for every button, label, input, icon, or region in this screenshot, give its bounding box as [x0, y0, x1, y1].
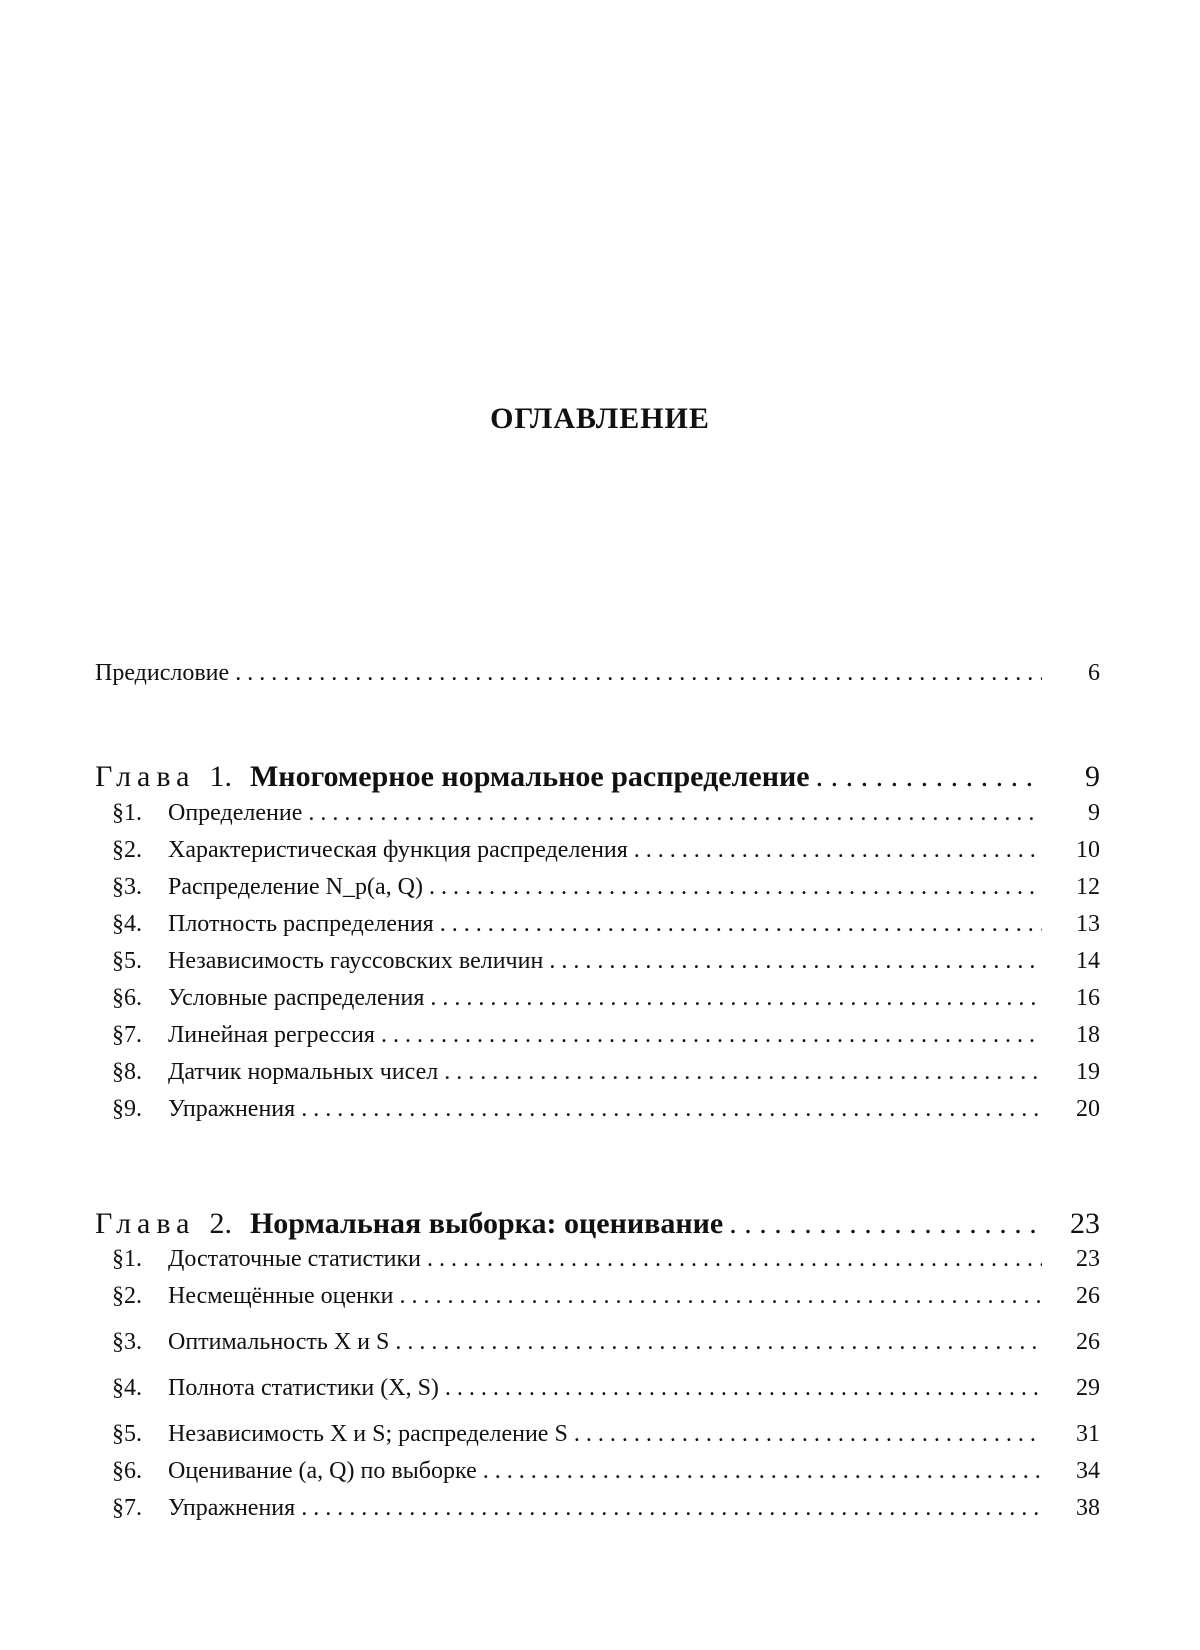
- section-label: Несмещённые оценки: [168, 1283, 394, 1309]
- toc-chapter-2[interactable]: [95, 1207, 1100, 1241]
- page-number: 10: [1076, 837, 1100, 863]
- chapter-title: Многомерное нормальное распределение: [249, 760, 810, 793]
- dot-leader: [549, 948, 1042, 975]
- toc-section[interactable]: [112, 985, 1100, 1012]
- toc-section[interactable]: [112, 1246, 1100, 1273]
- section-label: Условные распределения: [168, 985, 425, 1011]
- page-number: 13: [1076, 911, 1100, 937]
- dot-leader: [301, 1096, 1042, 1123]
- section-label: Характеристическая функция распределения: [168, 837, 628, 863]
- toc-section[interactable]: [112, 1421, 1100, 1448]
- dot-leader: [729, 1207, 1042, 1241]
- page-number: 26: [1076, 1329, 1100, 1355]
- chapter-prefix: Глава: [95, 760, 196, 793]
- section-label: Плотность распределения: [168, 911, 434, 937]
- section-label: Линейная регрессия: [168, 1022, 375, 1048]
- section-number: §2.: [112, 837, 142, 863]
- page-title: ОГЛАВЛЕНИЕ: [490, 402, 710, 435]
- toc-chapter-1[interactable]: [95, 760, 1100, 794]
- page-number: 29: [1076, 1375, 1100, 1401]
- dot-leader: [381, 1022, 1042, 1049]
- page-number: 31: [1076, 1421, 1100, 1447]
- section-number: §7.: [112, 1495, 142, 1521]
- section-label: Упражнения: [168, 1096, 296, 1122]
- section-label: Достаточные статистики: [168, 1246, 421, 1272]
- dot-leader: [427, 1246, 1042, 1273]
- page-number: 38: [1076, 1495, 1100, 1521]
- toc-section[interactable]: [112, 1495, 1100, 1522]
- section-label: Датчик нормальных чисел: [168, 1059, 439, 1085]
- page-number: 23: [1070, 1207, 1100, 1240]
- dot-leader: [429, 874, 1042, 901]
- toc-section[interactable]: [112, 911, 1100, 938]
- section-label: Независимость гауссовских величин: [168, 948, 544, 974]
- toc-section[interactable]: [112, 1283, 1100, 1310]
- section-number: §2.: [112, 1283, 142, 1309]
- dot-leader: [816, 760, 1042, 794]
- dot-leader: [483, 1458, 1042, 1485]
- dot-leader: [430, 985, 1042, 1012]
- section-number: §6.: [112, 985, 142, 1011]
- dot-leader: [444, 1059, 1042, 1086]
- section-number: §7.: [112, 1022, 142, 1048]
- toc-section[interactable]: [112, 800, 1100, 827]
- section-number: §1.: [112, 800, 142, 826]
- page-number: 12: [1076, 874, 1100, 900]
- chapter-prefix: Глава: [95, 1207, 196, 1240]
- section-label: Полнота статистики (X, S): [168, 1375, 439, 1401]
- preface-label: Предисловие: [95, 660, 230, 686]
- section-label: Оценивание (a, Q) по выборке: [168, 1458, 477, 1484]
- toc-section[interactable]: [112, 1329, 1100, 1356]
- page-number: 9: [1088, 800, 1100, 826]
- page-number: 23: [1076, 1246, 1100, 1272]
- section-label: Независимость X и S; распределение S: [168, 1421, 568, 1447]
- dot-leader: [395, 1329, 1042, 1356]
- dot-leader: [445, 1375, 1042, 1402]
- toc-section[interactable]: [112, 1458, 1100, 1485]
- section-label: Упражнения: [168, 1495, 296, 1521]
- page-number: 18: [1076, 1022, 1100, 1048]
- section-number: §5.: [112, 948, 142, 974]
- section-number: §9.: [112, 1096, 142, 1122]
- page-number: 9: [1085, 760, 1100, 793]
- dot-leader: [634, 837, 1042, 864]
- toc-section[interactable]: [112, 1096, 1100, 1123]
- page-number: 6: [1088, 660, 1100, 686]
- chapter-number: 1.: [209, 760, 232, 793]
- section-number: §3.: [112, 1329, 142, 1355]
- section-number: §6.: [112, 1458, 142, 1484]
- section-number: §4.: [112, 911, 142, 937]
- page-number: 20: [1076, 1096, 1100, 1122]
- toc-entry-preface[interactable]: [95, 660, 1100, 687]
- toc-section[interactable]: [112, 874, 1100, 901]
- toc-section[interactable]: [112, 1059, 1100, 1086]
- toc-section[interactable]: [112, 948, 1100, 975]
- dot-leader: [308, 800, 1042, 827]
- chapter-title: Нормальная выборка: оценивание: [249, 1207, 724, 1240]
- toc-section[interactable]: [112, 1375, 1100, 1402]
- chapter-number: 2.: [209, 1207, 232, 1240]
- page-number: 34: [1076, 1458, 1100, 1484]
- section-label: Распределение N_p(a, Q): [168, 874, 423, 900]
- section-number: §3.: [112, 874, 142, 900]
- section-label: Оптимальность X и S: [168, 1329, 390, 1355]
- dot-leader: [400, 1283, 1042, 1310]
- page-number: 16: [1076, 985, 1100, 1011]
- dot-leader: [235, 660, 1042, 687]
- dot-leader: [301, 1495, 1042, 1522]
- toc-section[interactable]: [112, 837, 1100, 864]
- section-number: §1.: [112, 1246, 142, 1272]
- dot-leader: [440, 911, 1042, 938]
- section-number: §4.: [112, 1375, 142, 1401]
- dot-leader: [574, 1421, 1042, 1448]
- toc-section[interactable]: [112, 1022, 1100, 1049]
- section-number: §8.: [112, 1059, 142, 1085]
- section-label: Определение: [168, 800, 303, 826]
- page-number: 26: [1076, 1283, 1100, 1309]
- page-number: 19: [1076, 1059, 1100, 1085]
- page-number: 14: [1076, 948, 1100, 974]
- section-number: §5.: [112, 1421, 142, 1447]
